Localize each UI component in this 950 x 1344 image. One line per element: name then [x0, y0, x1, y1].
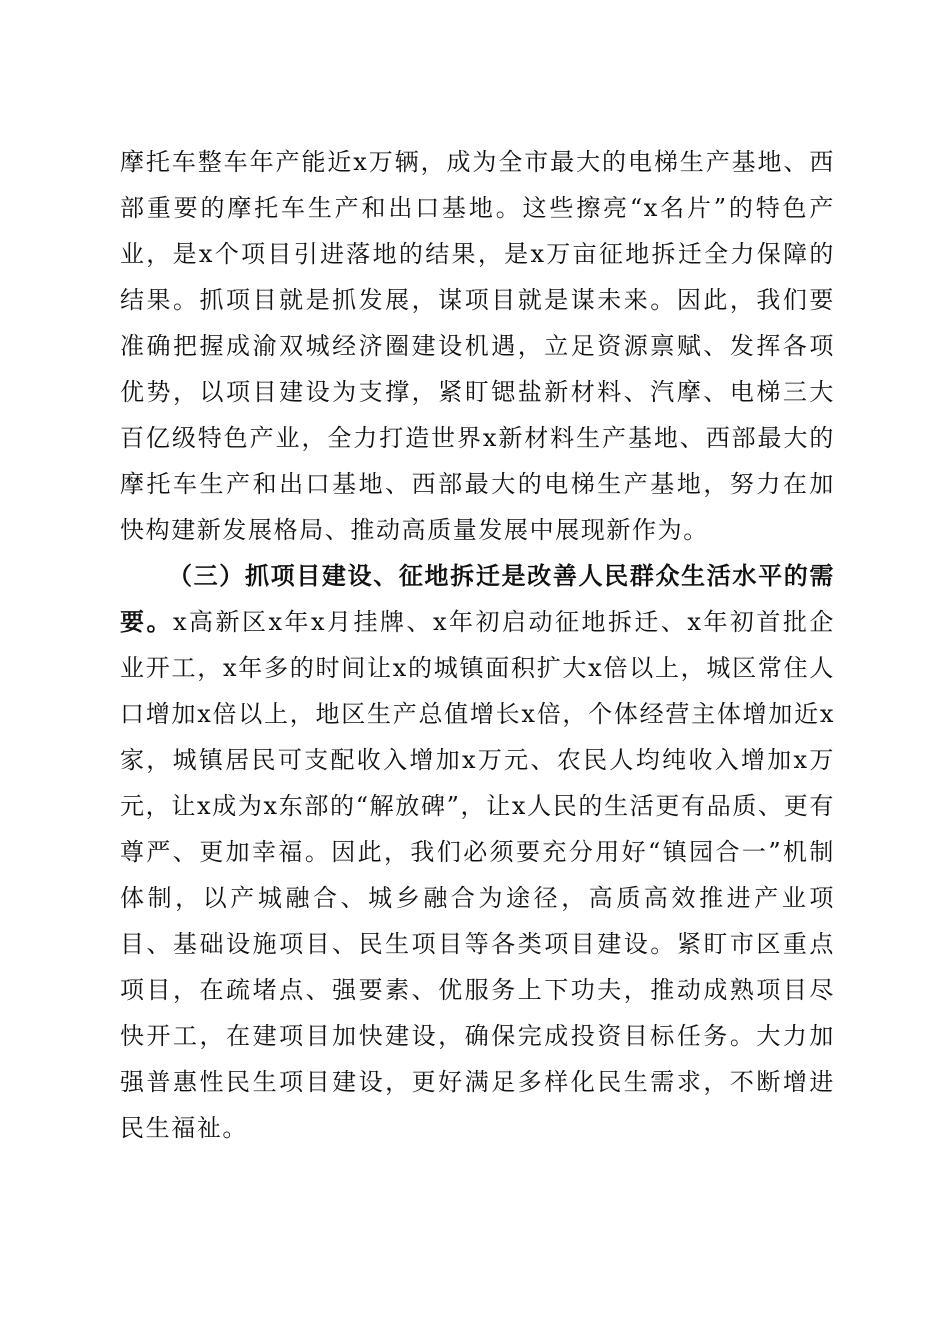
section-heading-3: （三）抓项目建设、征地拆迁是改善人民群众生活水平的需要。 — [120, 562, 835, 636]
section-body-3: x高新区x年x月挂牌、x年初启动征地拆迁、x年初首批企业开工，x年多的时间让x的城镇面积扩大x倍以上，城区常住人口增加x倍以上，地区生产总值增长x倍，个体经营主体增加近x家，城镇居民可支配收入增加x万元、农民人均纯收入增加x万元，让x成为x东部的“解放碑”，让x人民的生活更有品质、更有尊严、更加幸福。因此，我们必须要充分用好“镇园合一”机制体制，以产城融合、城乡融合为途径，高质高效推进产业项目、基础设施项目、民生项目等各类项目建设。紧盯市区重点项目，在疏堵点、强要素、优服务上下功夫，推动成熟项目尽快开工，在建项目加快建设，确保完成投资目标任务。大力加强普惠性民生项目建设，更好满足多样化民生需求，不断增进民生福祉。 — [120, 608, 835, 1142]
body-paragraph-1: 摩托车整车年产能近x万辆，成为全市最大的电梯生产基地、西部重要的摩托车生产和出口基地。这些擦亮“x名片”的特色产业，是x个项目引进落地的结果，是x万亩征地拆迁全力保障的结果。抓项目就是抓发展，谋项目就是谋未来。因此，我们要准确把握成渝双城经济圈建设机遇，立足资源禀赋、发挥各项优势，以项目建设为支撑，紧盯锶盐新材料、汽摩、电梯三大百亿级特色产业，全力打造世界x新材料生产基地、西部最大的摩托车生产和出口基地、西部最大的电梯生产基地，努力在加快构建新发展格局、推动高质量发展中展现新作为。 — [120, 148, 835, 544]
body-paragraph-2 — [120, 553, 835, 1151]
